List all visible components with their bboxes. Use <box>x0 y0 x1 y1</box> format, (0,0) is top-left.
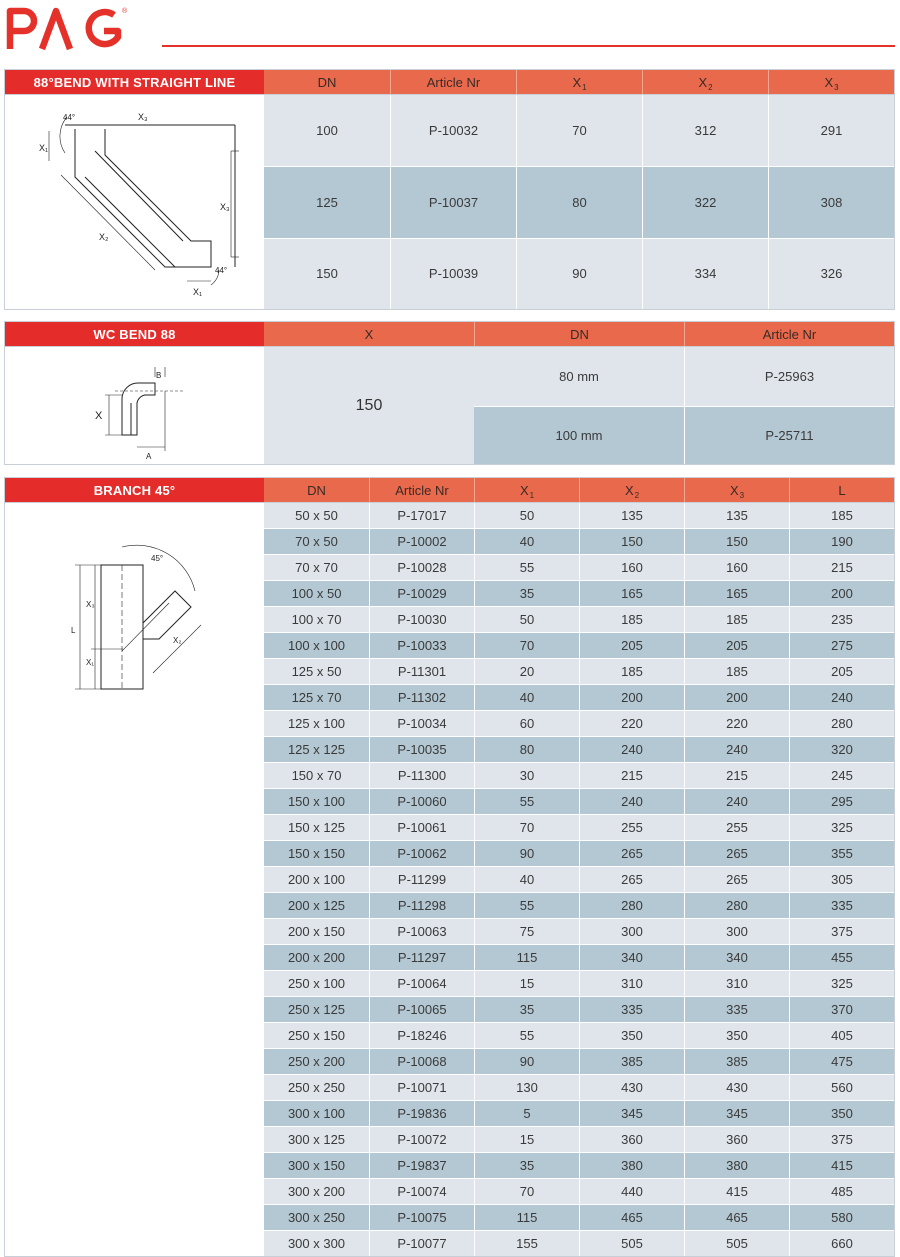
cell-x1: 115 <box>474 1205 579 1230</box>
col-x: X <box>364 326 374 342</box>
cell-article: P-18246 <box>369 1023 474 1048</box>
col-x3: X 3 <box>684 478 789 502</box>
cell-l: 350 <box>789 1101 894 1126</box>
cell-dn: 80 mm <box>559 368 599 384</box>
cell-x2: 345 <box>579 1101 684 1126</box>
cell-article: P-10039 <box>390 239 516 309</box>
cell-x2: 430 <box>579 1075 684 1100</box>
table-row <box>264 1204 894 1230</box>
cell-x3: 465 <box>684 1205 789 1230</box>
table-header <box>264 478 894 502</box>
cell-l: 185 <box>789 503 894 528</box>
table-row <box>264 866 894 892</box>
cell-l: 320 <box>789 737 894 762</box>
col-x1: X 1 <box>516 70 642 94</box>
cell-article: P-10002 <box>369 529 474 554</box>
cell-l: 475 <box>789 1049 894 1074</box>
cell-x1: 20 <box>474 659 579 684</box>
table-row <box>264 814 894 840</box>
table-row <box>474 347 894 406</box>
cell-x3: 165 <box>684 581 789 606</box>
cell-x3: 280 <box>684 893 789 918</box>
table-body <box>264 346 894 464</box>
cell-l: 305 <box>789 867 894 892</box>
cell-x2: 385 <box>579 1049 684 1074</box>
cell-article: P-10032 <box>390 95 516 166</box>
cell-article: P-10072 <box>369 1127 474 1152</box>
cell-l: 325 <box>789 971 894 996</box>
cell-article: P-25963 <box>684 347 894 406</box>
cell-x3: 505 <box>684 1231 789 1256</box>
cell-l: 325 <box>789 815 894 840</box>
table-row <box>264 580 894 606</box>
cell-x2: 240 <box>579 737 684 762</box>
table-row <box>264 95 894 166</box>
cell-x2: 220 <box>579 711 684 736</box>
cell-l: 275 <box>789 633 894 658</box>
table-row <box>264 762 894 788</box>
cell-dn: 100 <box>316 123 338 139</box>
cell-article: P-11298 <box>369 893 474 918</box>
cell-x1: 70 <box>474 633 579 658</box>
registered-mark: ® <box>122 8 128 15</box>
cell-x2: 150 <box>579 529 684 554</box>
cell-x1: 5 <box>474 1101 579 1126</box>
cell-article: P-10063 <box>369 919 474 944</box>
cell-article: P-10065 <box>369 997 474 1022</box>
cell-x1: 130 <box>474 1075 579 1100</box>
cell-x2: 160 <box>579 555 684 580</box>
cell-l: 235 <box>789 607 894 632</box>
section-title: WC BEND 88 <box>5 322 264 346</box>
cell-x2: 440 <box>579 1179 684 1204</box>
cell-dn: 300 x 100 <box>287 1106 346 1121</box>
col-dn: DN <box>474 322 684 346</box>
a-label: A <box>146 452 152 461</box>
cell-dn: 250 x 100 <box>287 976 346 991</box>
cell-x1: 80 <box>474 737 579 762</box>
table-row <box>264 1230 894 1256</box>
cell-article: P-11299 <box>369 867 474 892</box>
table-row <box>264 788 894 814</box>
cell-article: P-10074 <box>369 1179 474 1204</box>
cell-dn: 300 x 250 <box>287 1210 346 1225</box>
cell-x1: 115 <box>474 945 579 970</box>
table-row <box>264 632 894 658</box>
cell-x3: 205 <box>684 633 789 658</box>
table-row <box>264 918 894 944</box>
x1-top-label: X₁ <box>39 143 49 153</box>
cell-dn: 150 x 70 <box>291 768 342 783</box>
cell-dn: 125 x 70 <box>291 690 342 705</box>
cell-dn: 250 x 200 <box>287 1054 346 1069</box>
cell-l: 200 <box>789 581 894 606</box>
cell-x2: 312 <box>642 95 768 166</box>
angle-label: 45° <box>151 554 164 563</box>
col-article: Article Nr <box>684 322 894 346</box>
cell-x3: 308 <box>768 167 894 237</box>
cell-x3: 430 <box>684 1075 789 1100</box>
cell-l: 580 <box>789 1205 894 1230</box>
cell-x1: 35 <box>474 1153 579 1178</box>
cell-x1: 60 <box>474 711 579 736</box>
table-row <box>264 528 894 554</box>
cell-x1: 40 <box>474 867 579 892</box>
table-row <box>264 1178 894 1204</box>
table-row <box>264 1126 894 1152</box>
cell-dn: 250 x 125 <box>287 1002 346 1017</box>
cell-l: 335 <box>789 893 894 918</box>
section-title: BRANCH 45° <box>5 478 264 502</box>
cell-article: P-10033 <box>369 633 474 658</box>
x3-side-label: X₃ <box>220 202 230 212</box>
table-row <box>264 840 894 866</box>
table-row <box>264 892 894 918</box>
cell-l: 190 <box>789 529 894 554</box>
cell-x2: 205 <box>579 633 684 658</box>
cell-dn: 200 x 125 <box>287 898 346 913</box>
cell-x3: 240 <box>684 789 789 814</box>
cell-x3: 335 <box>684 997 789 1022</box>
cell-article: P-25711 <box>684 407 894 465</box>
cell-x3: 291 <box>768 95 894 166</box>
cell-article: P-10029 <box>369 581 474 606</box>
b-label: B <box>156 371 162 380</box>
cell-l: 405 <box>789 1023 894 1048</box>
section-wc-bend <box>4 321 895 465</box>
cell-article: P-10075 <box>369 1205 474 1230</box>
x-label: X <box>95 410 103 422</box>
cell-x1: 40 <box>474 685 579 710</box>
cell-dn: 125 x 125 <box>287 742 346 757</box>
section-title: 88°BEND WITH STRAIGHT LINE <box>5 70 264 94</box>
cell-x1: 30 <box>474 763 579 788</box>
cell-x2: 255 <box>579 815 684 840</box>
cell-x3: 415 <box>684 1179 789 1204</box>
cell-x2: 350 <box>579 1023 684 1048</box>
cell-l: 455 <box>789 945 894 970</box>
section-branch-45 <box>4 477 895 1257</box>
cell-x3: 150 <box>684 529 789 554</box>
table-body <box>264 94 894 309</box>
cell-dn: 125 x 50 <box>291 664 342 679</box>
cell-x3: 160 <box>684 555 789 580</box>
cell-x2: 280 <box>579 893 684 918</box>
cell-article: P-11297 <box>369 945 474 970</box>
cell-article: P-11301 <box>369 659 474 684</box>
cell-x1: 35 <box>474 997 579 1022</box>
col-l: L <box>789 478 894 502</box>
cell-x2: 185 <box>579 659 684 684</box>
cell-article: P-10028 <box>369 555 474 580</box>
cell-x3: 255 <box>684 815 789 840</box>
cell-x1: 70 <box>516 95 642 166</box>
cell-x1: 80 <box>516 167 642 237</box>
wc-bend-diagram <box>5 347 263 464</box>
cell-x2: 200 <box>579 685 684 710</box>
cell-x2: 265 <box>579 867 684 892</box>
cell-l: 295 <box>789 789 894 814</box>
cell-article: P-10035 <box>369 737 474 762</box>
cell-l: 485 <box>789 1179 894 1204</box>
col-article: Article Nr <box>369 478 474 502</box>
cell-x3: 310 <box>684 971 789 996</box>
cell-article: P-17017 <box>369 503 474 528</box>
header-rule <box>162 45 895 47</box>
cell-article: P-10061 <box>369 815 474 840</box>
angle-bottom-label: 44° <box>215 266 228 275</box>
cell-x2: 360 <box>579 1127 684 1152</box>
cell-x3: 265 <box>684 867 789 892</box>
cell-x3: 380 <box>684 1153 789 1178</box>
cell-x3: 240 <box>684 737 789 762</box>
cell-article: P-11300 <box>369 763 474 788</box>
table-row <box>264 238 894 309</box>
cell-x2: 240 <box>579 789 684 814</box>
cell-x1: 50 <box>474 607 579 632</box>
cell-x3: 265 <box>684 841 789 866</box>
cell-l: 375 <box>789 1127 894 1152</box>
table-header <box>264 322 894 346</box>
cell-dn: 200 x 150 <box>287 924 346 939</box>
cell-x1: 40 <box>474 529 579 554</box>
cell-dn: 125 <box>316 194 338 210</box>
cell-dn: 300 x 125 <box>287 1132 346 1147</box>
cell-dn: 300 x 300 <box>287 1236 346 1251</box>
cell-x3: 300 <box>684 919 789 944</box>
table-row <box>264 554 894 580</box>
cell-x2: 505 <box>579 1231 684 1256</box>
table-row <box>264 1100 894 1126</box>
cell-x1: 70 <box>474 1179 579 1204</box>
cell-l: 375 <box>789 919 894 944</box>
cell-x2: 334 <box>642 239 768 309</box>
table-row <box>264 710 894 736</box>
cell-l: 660 <box>789 1231 894 1256</box>
cell-x1: 155 <box>474 1231 579 1256</box>
cell-article: P-10071 <box>369 1075 474 1100</box>
cell-dn: 250 x 250 <box>287 1080 346 1095</box>
cell-x2: 265 <box>579 841 684 866</box>
cell-dn: 100 x 70 <box>291 612 342 627</box>
cell-dn: 70 x 70 <box>295 560 338 575</box>
cell-x3: 185 <box>684 659 789 684</box>
cell-article: P-10077 <box>369 1231 474 1256</box>
table-row <box>264 1074 894 1100</box>
table-row <box>264 1022 894 1048</box>
cell-x3: 215 <box>684 763 789 788</box>
table-row <box>264 1152 894 1178</box>
col-article: Article Nr <box>390 70 516 94</box>
table-row <box>264 970 894 996</box>
cell-l: 370 <box>789 997 894 1022</box>
cell-x2: 165 <box>579 581 684 606</box>
table-body <box>264 502 894 1256</box>
cell-dn: 250 x 150 <box>287 1028 346 1043</box>
cell-x3: 220 <box>684 711 789 736</box>
cell-x2: 300 <box>579 919 684 944</box>
branch-45-diagram <box>5 503 263 703</box>
cell-article: P-10062 <box>369 841 474 866</box>
table-row <box>264 684 894 710</box>
cell-dn: 70 x 50 <box>295 534 338 549</box>
cell-dn: 100 x 50 <box>291 586 342 601</box>
cell-article: P-19837 <box>369 1153 474 1178</box>
cell-x2: 135 <box>579 503 684 528</box>
cell-l: 415 <box>789 1153 894 1178</box>
table-row <box>264 996 894 1022</box>
cell-dn: 300 x 150 <box>287 1158 346 1173</box>
cell-x2: 310 <box>579 971 684 996</box>
l-label: L <box>71 626 76 635</box>
x1-label: X₁ <box>86 658 95 667</box>
cell-x1: 50 <box>474 503 579 528</box>
cell-x3: 340 <box>684 945 789 970</box>
table-row <box>264 1048 894 1074</box>
cell-dn: 100 x 100 <box>287 638 346 653</box>
table-row <box>264 606 894 632</box>
cell-dn: 200 x 100 <box>287 872 346 887</box>
cell-x2: 340 <box>579 945 684 970</box>
cell-x3: 360 <box>684 1127 789 1152</box>
cell-x1: 55 <box>474 789 579 814</box>
cell-x1: 75 <box>474 919 579 944</box>
col-dn: DN <box>317 74 337 90</box>
x2-label: X₂ <box>99 232 109 242</box>
cell-dn: 125 x 100 <box>287 716 346 731</box>
cell-article: P-19836 <box>369 1101 474 1126</box>
cell-x1: 35 <box>474 581 579 606</box>
col-x2: X 2 <box>642 70 768 94</box>
cell-l: 215 <box>789 555 894 580</box>
cell-x2: 215 <box>579 763 684 788</box>
cell-l: 560 <box>789 1075 894 1100</box>
cell-dn: 150 x 125 <box>287 820 346 835</box>
cell-dn: 200 x 200 <box>287 950 346 965</box>
cell-x2: 380 <box>579 1153 684 1178</box>
cell-x3: 200 <box>684 685 789 710</box>
cell-x2: 335 <box>579 997 684 1022</box>
cell-article: P-10034 <box>369 711 474 736</box>
table-row <box>474 406 894 465</box>
cell-x-value: 150 <box>264 347 474 464</box>
cell-x1: 55 <box>474 893 579 918</box>
x2-label: X₂ <box>173 636 182 645</box>
col-x3: X 3 <box>768 70 894 94</box>
cell-l: 245 <box>789 763 894 788</box>
cell-x1: 90 <box>516 239 642 309</box>
table-row <box>264 944 894 970</box>
branch-drawing <box>5 502 264 1256</box>
cell-x2: 322 <box>642 167 768 237</box>
table-row <box>264 166 894 237</box>
cell-l: 355 <box>789 841 894 866</box>
cell-article: P-10030 <box>369 607 474 632</box>
table-row <box>264 503 894 528</box>
cell-dn: 150 x 100 <box>287 794 346 809</box>
cell-x3: 385 <box>684 1049 789 1074</box>
cell-dn: 300 x 200 <box>287 1184 346 1199</box>
cell-x1: 70 <box>474 815 579 840</box>
cell-l: 240 <box>789 685 894 710</box>
cell-x2: 465 <box>579 1205 684 1230</box>
angle-top-label: 44° <box>63 113 76 122</box>
cell-article: P-11302 <box>369 685 474 710</box>
cell-dn: 50 x 50 <box>295 508 338 523</box>
cell-x3: 135 <box>684 503 789 528</box>
cell-dn: 150 <box>316 266 338 282</box>
cell-article: P-10068 <box>369 1049 474 1074</box>
wc-bend-drawing <box>5 346 264 464</box>
table-header <box>264 70 894 94</box>
cell-x3: 185 <box>684 607 789 632</box>
cell-x1: 15 <box>474 971 579 996</box>
bend-88-diagram <box>5 95 263 309</box>
cell-l: 280 <box>789 711 894 736</box>
pag-logo <box>4 3 134 51</box>
cell-x3: 350 <box>684 1023 789 1048</box>
col-x2: X 2 <box>579 478 684 502</box>
cell-article: P-10064 <box>369 971 474 996</box>
x1-bottom-label: X₁ <box>193 287 203 297</box>
cell-x1: 90 <box>474 1049 579 1074</box>
cell-article: P-10060 <box>369 789 474 814</box>
col-x1: X 1 <box>474 478 579 502</box>
cell-x3: 345 <box>684 1101 789 1126</box>
section-88-bend <box>4 69 895 310</box>
table-row <box>264 736 894 762</box>
cell-x1: 90 <box>474 841 579 866</box>
cell-l: 205 <box>789 659 894 684</box>
cell-x1: 55 <box>474 555 579 580</box>
cell-x1: 15 <box>474 1127 579 1152</box>
x3-top-label: X₃ <box>138 112 148 122</box>
x3-label: X₃ <box>86 600 95 609</box>
table-row <box>264 658 894 684</box>
cell-x1: 55 <box>474 1023 579 1048</box>
cell-dn: 100 mm <box>555 427 603 443</box>
bend-drawing <box>5 94 264 309</box>
cell-article: P-10037 <box>390 167 516 237</box>
cell-dn: 150 x 150 <box>287 846 346 861</box>
cell-x3: 326 <box>768 239 894 309</box>
cell-x2: 185 <box>579 607 684 632</box>
col-dn: DN <box>307 482 326 498</box>
